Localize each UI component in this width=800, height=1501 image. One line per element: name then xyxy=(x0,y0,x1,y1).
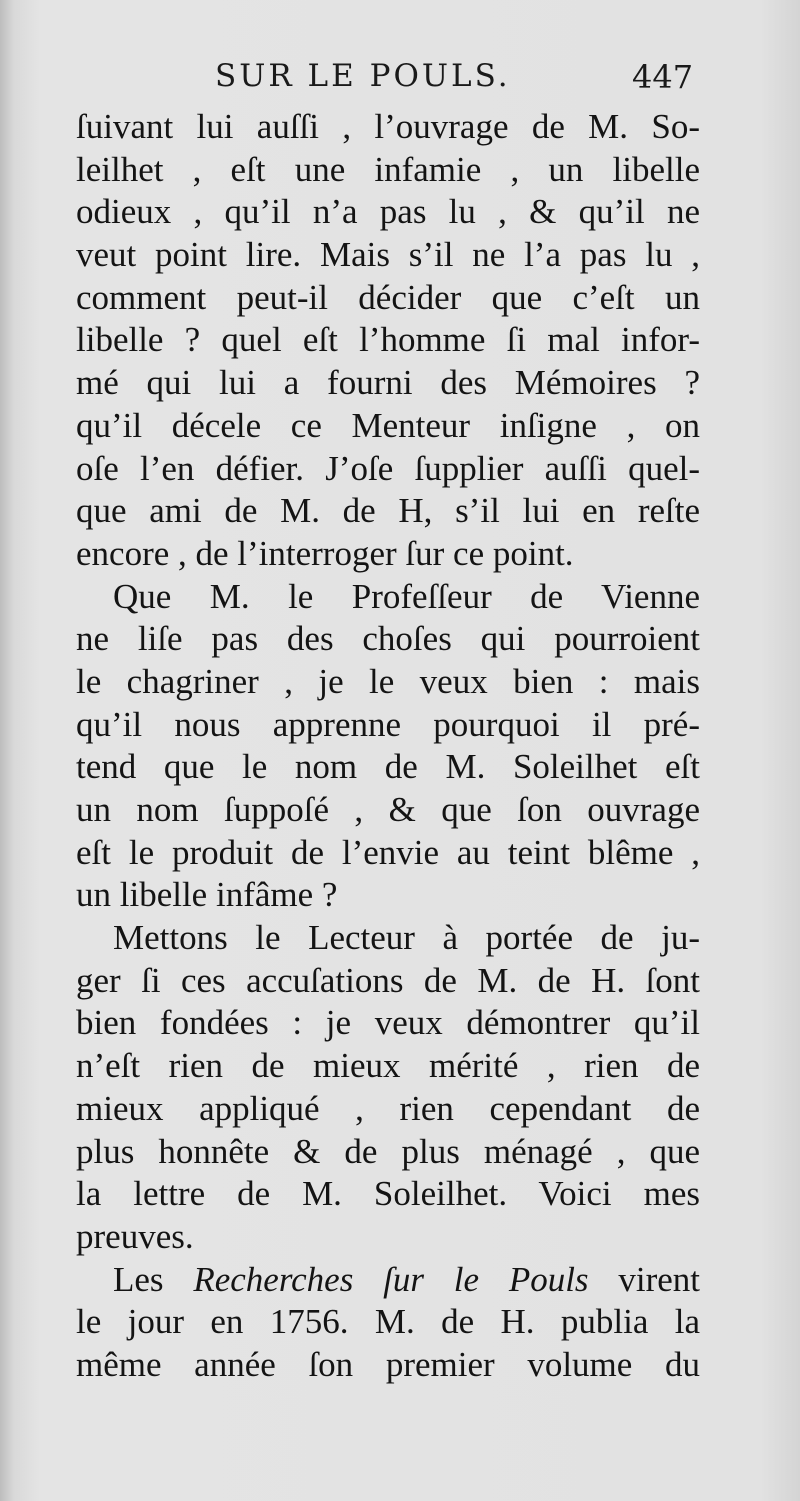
text-line: Mettons le Lecteur à portée de ju- xyxy=(113,918,700,958)
italic-title: Recherches ſur le Pouls xyxy=(193,1259,589,1299)
text-line: mé qui lui a fourni des Mémoires ? xyxy=(76,363,700,403)
text-line: odieux , qu’il n’a pas lu , & qu’il ne xyxy=(76,192,700,232)
text-line: oſe l’en défier. J’oſe ſupplier auſſi quel- xyxy=(76,448,700,488)
text-line: Que M. le Profeſſeur de Vienne xyxy=(113,576,700,616)
text-line: veut point lire. Mais s’il ne l’a pas lu , xyxy=(76,235,700,275)
body-text xyxy=(76,106,700,1387)
text-line xyxy=(76,1259,700,1302)
text-line: eſt le produit de l’envie au teint blême , xyxy=(76,832,700,872)
text-run: Les xyxy=(113,1259,194,1299)
text-line: mieux appliqué , rien cependant de xyxy=(76,1088,700,1128)
text-line: libelle ? quel eſt l’homme ſi mal infor- xyxy=(76,320,700,360)
text-line: ne liſe pas des choſes qui pourroient xyxy=(76,619,700,659)
text-line: le chagriner , je le veux bien : mais xyxy=(76,661,700,701)
text-run: virent xyxy=(588,1259,700,1299)
text-line: comment peut-il décider que c’eſt un xyxy=(76,277,700,317)
text-line: preuves. xyxy=(76,1216,194,1256)
text-line: ger ſi ces accuſations de M. de H. ſont xyxy=(76,960,700,1000)
running-head xyxy=(0,58,800,102)
text-line: un libelle infâme ? xyxy=(76,875,338,915)
text-line: qu’il nous apprenne pourquoi il pré- xyxy=(76,704,700,744)
text-line: encore , de l’interroger ſur ce point. xyxy=(76,533,574,573)
text-line: qu’il décele ce Menteur inſigne , on xyxy=(76,405,700,445)
text-line: la lettre de M. Soleilhet. Voici mes xyxy=(76,1174,700,1214)
text-line: que ami de M. de H, s’il lui en reſte xyxy=(76,491,700,531)
text-line: même année ſon premier volume du xyxy=(76,1344,700,1384)
text-line: bien fondées : je veux démontrer qu’il xyxy=(76,1003,700,1043)
text-line: tend que le nom de M. Soleilhet eſt xyxy=(76,747,700,787)
running-title: SUR LE POULS. xyxy=(215,58,511,94)
text-line: n’eſt rien de mieux mérité , rien de xyxy=(76,1046,700,1086)
page-number: 447 xyxy=(632,58,694,96)
text-line: ſuivant lui auſſi , l’ouvrage de M. So- xyxy=(76,107,700,146)
text-line: un nom ſuppoſé , & que ſon ouvrage xyxy=(76,790,700,829)
text-line: leilhet , eſt une infamie , un libelle xyxy=(76,149,700,189)
text-line: le jour en 1756. M. de H. publia la xyxy=(76,1302,700,1342)
text-line: plus honnête & de plus ménagé , que xyxy=(76,1131,700,1171)
